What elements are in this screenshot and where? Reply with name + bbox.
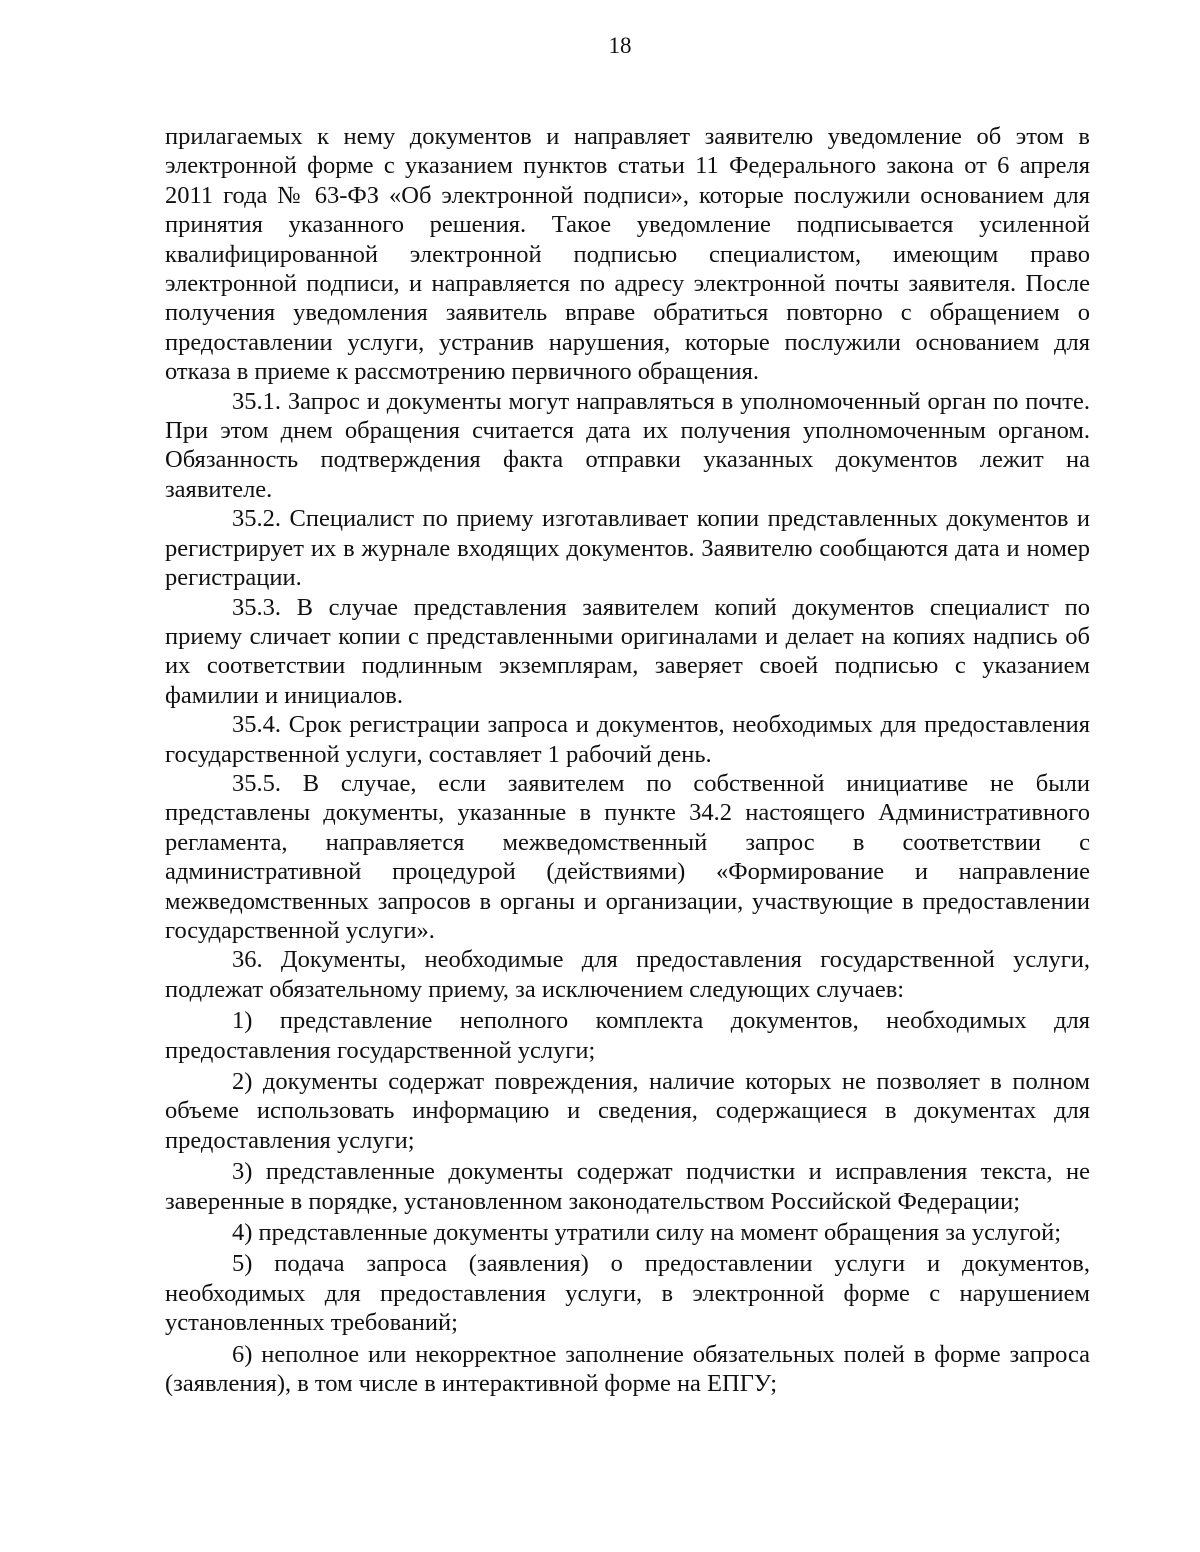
- page-number: 18: [608, 33, 632, 58]
- list-item-3: 3) представленные документы содержат подчистки и исправления текста, не заверенные в порядке, установленном законодательством Российской Федерации;: [165, 1158, 1090, 1215]
- paragraph-35-3: 35.3. В случае представления заявителем копий документов специалист по приему сличает копии с представленными оригиналами и делает на копиях надпись об их соответствии подлинным экземплярам, заверяет своей подписью с указанием фамилии и инициалов.: [165, 593, 1090, 709]
- document-body: [165, 122, 1090, 1398]
- paragraph-36: 36. Документы, необходимые для предоставления государственной услуги, подлежат обязательному приему, за исключением следующих случаев:: [165, 946, 1090, 1003]
- list-item-2: 2) документы содержат повреждения, наличие которых не позволяет в полном объеме использовать информацию и сведения, содержащиеся в документах для предоставления услуги;: [165, 1068, 1090, 1154]
- paragraph-35-2: 35.2. Специалист по приему изготавливает копии представленных документов и регистрирует их в журнале входящих документов. Заявителю сообщаются дата и номер регистрации.: [165, 505, 1090, 592]
- paragraph-continuation: прилагаемых к нему документов и направляет заявителю уведомление об этом в электронной форме с указанием пунктов статьи 11 Федерального закона от 6 апреля 2011 года № 63-ФЗ «Об электронной подписи», которые послужили основанием для принятия указанного решения. Такое уведомление подписывается усиленной квалифицированной электронной подписью специалистом, имеющим право электронной подписи, и направляется по адресу электронной почты заявителя. После получения уведомления заявитель вправе обратиться повторно с обращением о предоставлении услуги, устранив нарушения, которые послужили основанием для отказа в приеме к рассмотрению первичного обращения.: [165, 123, 1090, 386]
- list-item-5: 5) подача запроса (заявления) о предоставлении услуги и документов, необходимых для предоставления услуги, в электронной форме с нарушением установленных требований;: [165, 1250, 1090, 1337]
- paragraph-35-1: 35.1. Запрос и документы могут направляться в уполномоченный орган по почте. При этом днем обращения считается дата их получения уполномоченным органом. Обязанность подтверждения факта отправки указанных документов лежит на заявителе.: [165, 387, 1090, 503]
- list-item-6: 6) неполное или некорректное заполнение обязательных полей в форме запроса (заявления), в том числе в интерактивной форме на ЕПГУ;: [165, 1340, 1090, 1398]
- list-item-1: 1) представление неполного комплекта документов, необходимых для предоставления государственной услуги;: [165, 1007, 1090, 1064]
- list-item-4: 4) представленные документы утратили силу на момент обращения за услугой;: [232, 1219, 1062, 1247]
- paragraph-35-4: 35.4. Срок регистрации запроса и документов, необходимых для предоставления государственной услуги, составляет 1 рабочий день.: [165, 711, 1090, 768]
- paragraph-35-5: 35.5. В случае, если заявителем по собственной инициативе не были представлены документы, указанные в пункте 34.2 настоящего Административного регламента, направляется межведомственный запрос в соответствии с административной процедурой (действиями) «Формирование и направление межведомственных запросов в органы и организации, участвующие в предоставлении государственной услуги».: [165, 769, 1090, 944]
